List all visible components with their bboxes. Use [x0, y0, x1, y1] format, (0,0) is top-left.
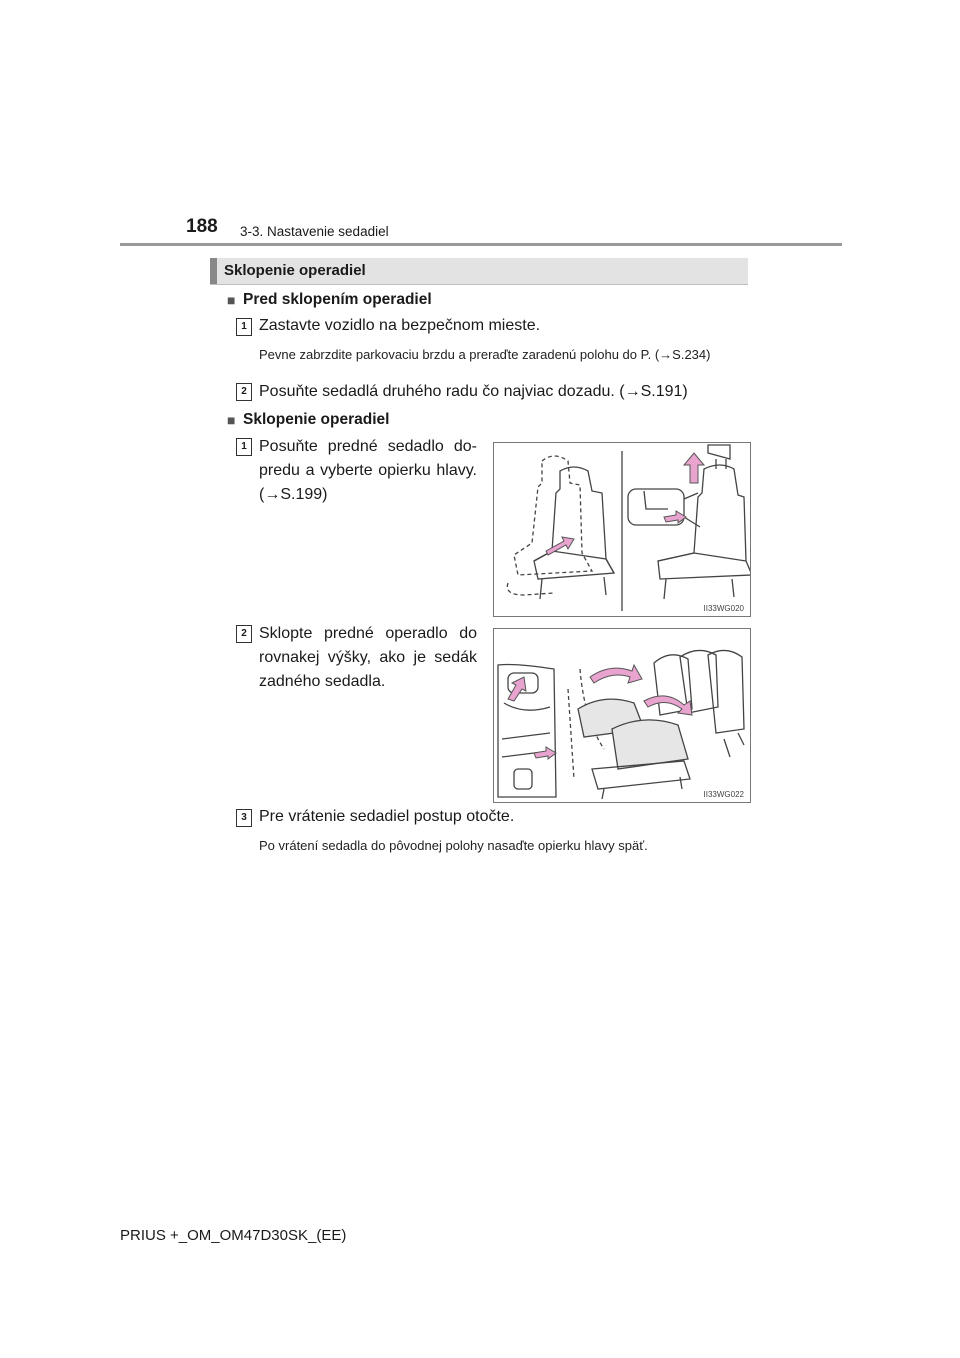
section-accent — [210, 258, 217, 284]
figure-id: II33WG020 — [703, 604, 744, 613]
step-number: 2 — [236, 383, 252, 401]
step-text: Pre vrátenie sedadiel postup otočte. — [259, 808, 515, 825]
chapter-title: 3-3. Nastavenie sedadiel — [240, 224, 389, 239]
header-divider — [120, 243, 842, 246]
square-bullet-icon: ■ — [227, 412, 236, 428]
front-seat-illustration — [494, 443, 750, 616]
page-number: 188 — [186, 216, 218, 237]
figure-id: II33WG022 — [703, 790, 744, 799]
document-code: PRIUS +_OM_OM47D30SK_(EE) — [120, 1227, 347, 1244]
step-text: Posuňte sedadlá druhého radu čo najviac dozadu. (→S.191) — [259, 383, 688, 400]
step-note: Po vrátení sedadla do pôvodnej polohy nasaďte opierku hlavy späť. — [259, 838, 648, 853]
step-number: 1 — [236, 318, 252, 336]
step-number: 3 — [236, 809, 252, 827]
step-text: Posuňte predné sedadlo do-predu a vyberte opierku hlavy. (→S.199) — [259, 438, 477, 503]
step-number: 1 — [236, 438, 252, 456]
square-bullet-icon: ■ — [227, 292, 236, 308]
rear-seats-illustration — [494, 629, 750, 802]
subheading-fold: Sklopenie operadiel — [243, 411, 390, 428]
subheading-before: Pred sklopením operadiel — [243, 291, 432, 308]
section-title: Sklopenie operadiel — [224, 262, 366, 279]
step-text: Zastavte vozidlo na bezpečnom mieste. — [259, 317, 541, 334]
step-text: Sklopte predné operadlo do rovnakej výšky, ako je sedák zadného sedadla. — [259, 625, 477, 690]
section-header — [210, 258, 748, 285]
step-note: Pevne zabrzdite parkovaciu brzdu a preraďte zaradenú polohu do P. (→S.234) — [259, 347, 711, 362]
step-number: 2 — [236, 625, 252, 643]
figure-front-seat — [493, 442, 751, 617]
figure-rear-seats — [493, 628, 751, 803]
